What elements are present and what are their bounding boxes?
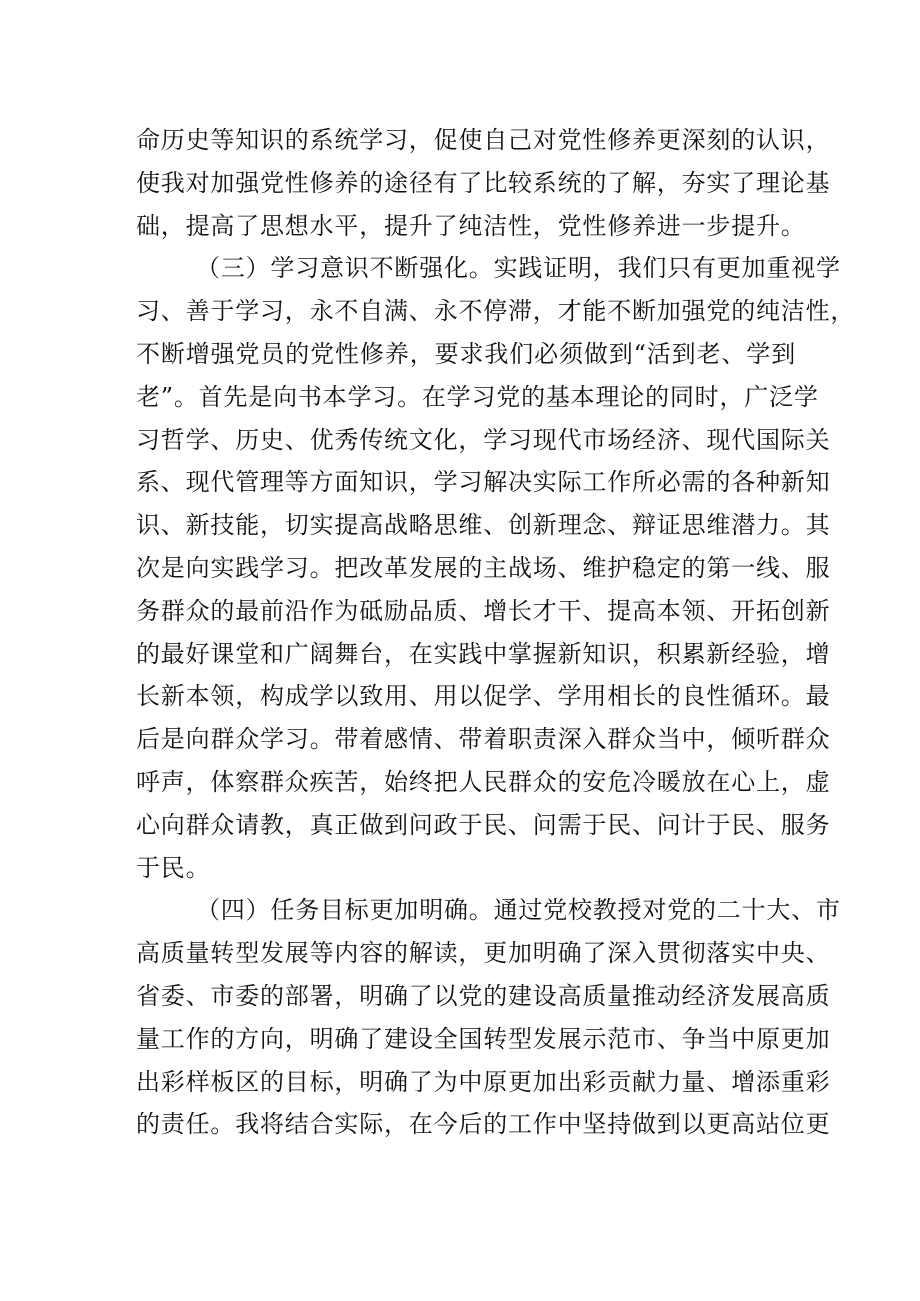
text-line: 出彩样板区的目标，明确了为中原更加出彩贡献力量、增添重彩	[136, 1067, 831, 1096]
text-line: 次是向实践学习。把改革发展的主战场、维护稳定的第一线、服	[136, 553, 831, 582]
section-heading-line: （三）学习意识不断强化。实践证明，我们只有更加重视学	[196, 254, 841, 283]
text-line: 不断增强党员的党性修养，要求我们必须做到“活到老、学到	[136, 339, 796, 368]
text-line: 习哲学、历史、优秀传统文化，学习现代市场经济、现代国际关	[136, 425, 831, 454]
text-line: 习、善于学习，永不自满、永不停滞，才能不断加强党的纯洁性，	[136, 297, 856, 326]
text-line: 础，提高了思想水平，提升了纯洁性，党性修养进一步提升。	[136, 211, 806, 240]
text-line: 于民。	[136, 853, 211, 882]
text-line: 系、现代管理等方面知识，学习解决实际工作所必需的各种新知	[136, 468, 831, 497]
text-line: 心向群众请教，真正做到问政于民、问需于民、问计于民、服务	[136, 810, 831, 839]
text-line: 呼声，体察群众疾苦，始终把人民群众的安危冷暖放在心上，虚	[136, 767, 831, 796]
text-line: 后是向群众学习。带着感情、带着职责深入群众当中，倾听群众	[136, 725, 831, 754]
body-text	[136, 119, 856, 1146]
text-line: 长新本领，构成学以致用、用以促学、学用相长的良性循环。最	[136, 682, 831, 711]
text-line: 量工作的方向，明确了建设全国转型发展示范市、争当中原更加	[136, 1024, 831, 1053]
text-line: 识、新技能，切实提高战略思维、创新理念、辩证思维潜力。其	[136, 511, 831, 540]
section-heading-line: （四）任务目标更加明确。通过党校教授对党的二十大、市	[196, 896, 841, 925]
text-line: 务群众的最前沿作为砥励品质、增长才干、提高本领、开拓创新	[136, 596, 831, 625]
text-line: 省委、市委的部署，明确了以党的建设高质量推动经济发展高质	[136, 981, 831, 1010]
text-line: 的责任。我将结合实际，在今后的工作中坚持做到以更高站位更	[136, 1110, 831, 1139]
text-line: 命历史等知识的系统学习，促使自己对党性修养更深刻的认识，	[136, 126, 831, 154]
text-line: 的最好课堂和广阔舞台，在实践中掌握新知识，积累新经验，增	[136, 639, 831, 668]
text-line: 高质量转型发展等内容的解读，更加明确了深入贯彻落实中央、	[136, 939, 831, 968]
text-line: 使我对加强党性修养的途径有了比较系统的了解，夯实了理论基	[136, 168, 831, 197]
text-line: 老”。首先是向书本学习。在学习党的基本理论的同时，广泛学	[136, 382, 819, 411]
